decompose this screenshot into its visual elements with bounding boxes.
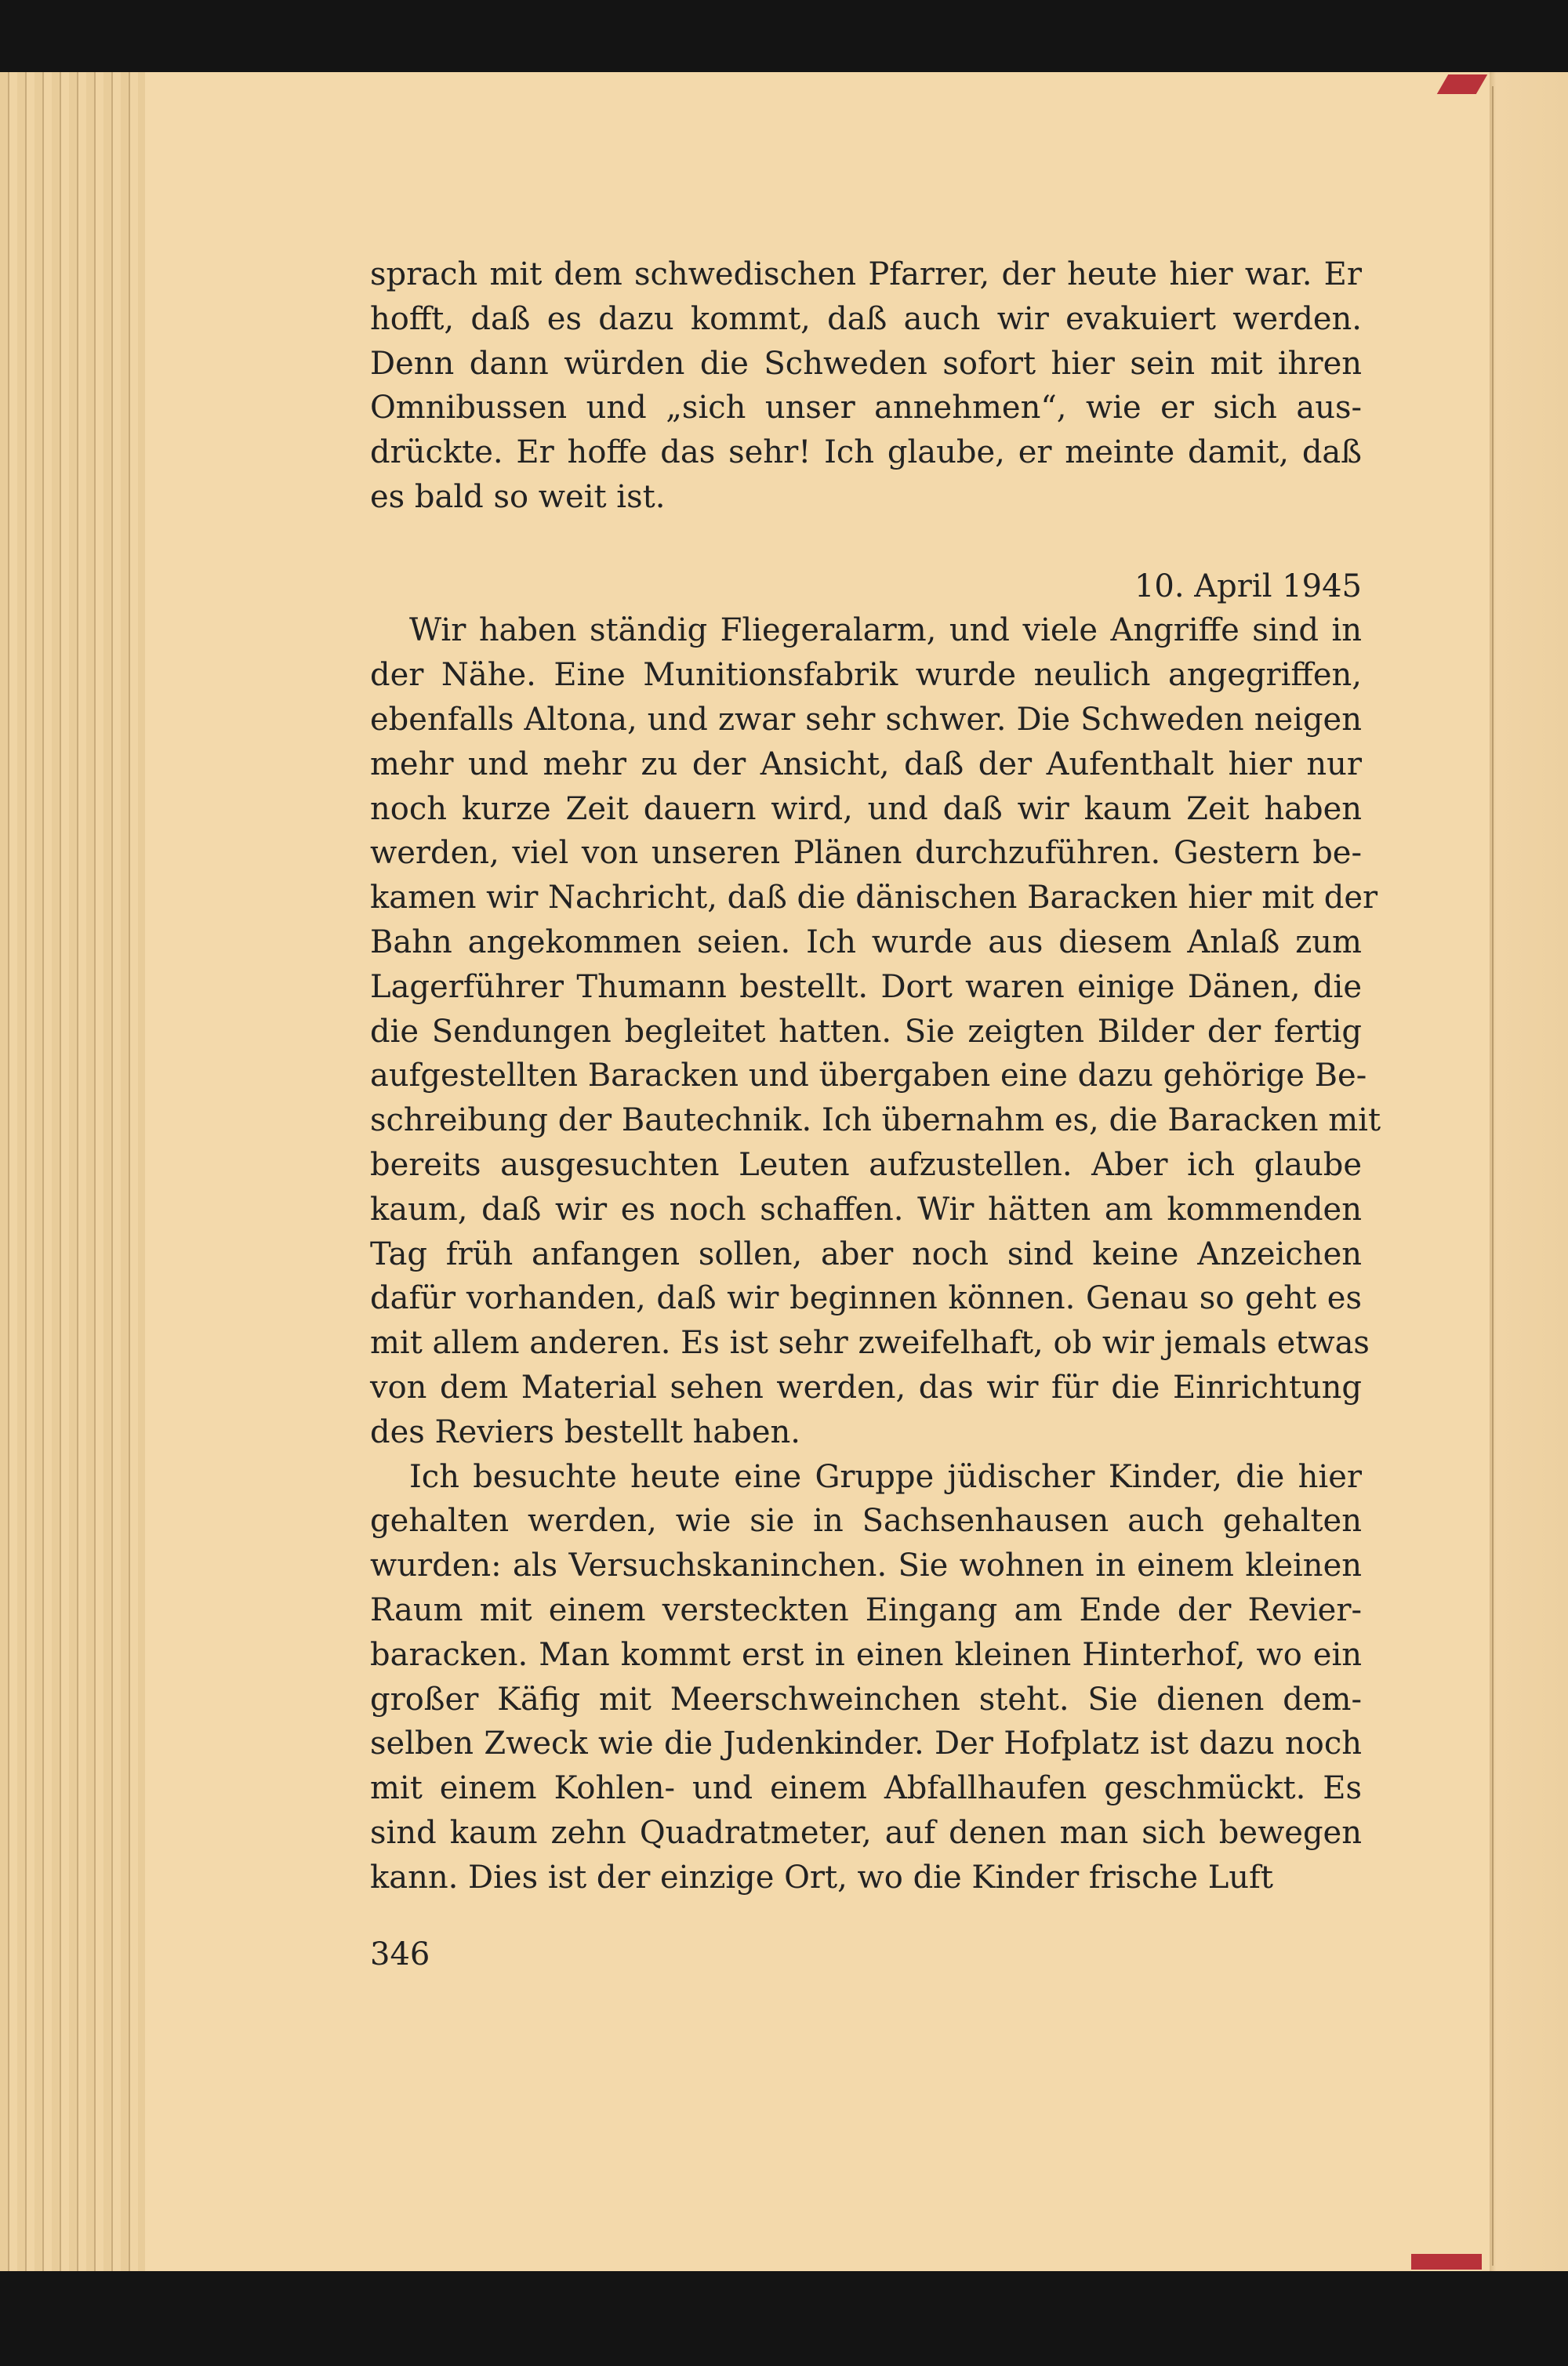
text-line: bereits ausgesuchten Leuten aufzustellen. Aber ich glaube bbox=[370, 1146, 1362, 1183]
text-line: mehr und mehr zu der Ansicht, daß der Aufenthalt hier nur bbox=[370, 746, 1362, 782]
text-line: die Sendungen begleitet hatten. Sie zeigten Bilder der fertig bbox=[370, 1013, 1362, 1050]
text-line: drückte. Er hoffe das sehr! Ich glaube, er meinte damit, daß bbox=[370, 434, 1362, 471]
text-line: des Reviers bestellt haben. bbox=[370, 1413, 801, 1450]
text-line bbox=[370, 520, 1362, 564]
text-line: Omnibussen und „sich unser annehmen“, wie er sich aus- bbox=[370, 390, 1362, 426]
text-line: wurden: als Versuchskaninchen. Sie wohnen in einem kleinen bbox=[370, 1548, 1362, 1584]
text-line: baracken. Man kommt erst in einen kleinen Hinterhof, wo ein bbox=[370, 1636, 1362, 1673]
book-gutter bbox=[1490, 72, 1568, 2271]
text-line: dafür vorhanden, daß wir beginnen können. Genau so geht es bbox=[370, 1280, 1362, 1317]
text-line: Raum mit einem versteckten Eingang am Ende der Revier- bbox=[370, 1591, 1362, 1628]
text-line: Lagerführer Thumann bestellt. Dort waren einige Dänen, die bbox=[370, 968, 1362, 1005]
text-line: Bahn angekommen seien. Ich wurde aus diesem Anlaß zum bbox=[370, 924, 1362, 960]
page-edges bbox=[0, 72, 145, 2271]
text-line: ebenfalls Altona, und zwar sehr schwer. Die Schweden neigen bbox=[370, 701, 1362, 738]
text-line: Denn dann würden die Schweden sofort hier sein mit ihren bbox=[370, 345, 1362, 382]
text-line: von dem Material sehen werden, das wir für die Einrichtung bbox=[370, 1369, 1362, 1406]
text-line: werden, viel von unseren Plänen durchzuführen. Gestern be- bbox=[370, 835, 1362, 872]
page-number: 346 bbox=[370, 1936, 430, 1972]
gutter-line bbox=[1492, 86, 1494, 2266]
text-line: sprach mit dem schwedischen Pfarrer, der heute hier war. Er bbox=[370, 256, 1362, 292]
bookmark-ribbon-bottom bbox=[1411, 2254, 1482, 2270]
text-line: mit einem Kohlen- und einem Abfallhaufen geschmückt. Es bbox=[370, 1770, 1362, 1807]
text-line: kann. Dies ist der einzige Ort, wo die Kinder frische Luft bbox=[370, 1859, 1273, 1896]
text-line: selben Zweck wie die Judenkinder. Der Hofplatz ist dazu noch bbox=[370, 1726, 1362, 1762]
text-line: sind kaum zehn Quadratmeter, auf denen man sich bewegen bbox=[370, 1814, 1362, 1851]
text-line: aufgestellten Baracken und übergaben eine dazu gehörige Be- bbox=[370, 1058, 1367, 1094]
text-line: noch kurze Zeit dauern wird, und daß wir kaum Zeit haben bbox=[370, 790, 1362, 827]
text-line: Wir haben ständig Fliegeralarm, und viele Angriffe sind in bbox=[409, 612, 1362, 649]
body-text bbox=[370, 252, 1381, 1900]
text-line: Tag früh anfangen sollen, aber noch sind keine Anzeichen bbox=[370, 1236, 1362, 1272]
text-line: der Nähe. Eine Munitionsfabrik wurde neulich angegriffen, bbox=[370, 657, 1362, 694]
text-line: hofft, daß es dazu kommt, daß auch wir evakuiert werden. bbox=[370, 300, 1362, 337]
text-line: es bald so weit ist. bbox=[370, 478, 666, 515]
text-line: Ich besuchte heute eine Gruppe jüdischer Kinder, die hier bbox=[409, 1458, 1362, 1495]
text-line: schreibung der Bautechnik. Ich übernahm es, die Baracken mit bbox=[370, 1102, 1381, 1139]
text-line: kamen wir Nachricht, daß die dänischen Baracken hier mit der bbox=[370, 880, 1378, 916]
text-line: kaum, daß wir es noch schaffen. Wir hätten am kommenden bbox=[370, 1191, 1362, 1228]
text-line: mit allem anderen. Es ist sehr zweifelhaft, ob wir jemals etwas bbox=[370, 1325, 1370, 1362]
date-heading: 10. April 1945 bbox=[1134, 568, 1362, 604]
text-line: großer Käfig mit Meerschweinchen steht. Sie dienen dem- bbox=[370, 1681, 1362, 1718]
text-line: gehalten werden, wie sie in Sachsenhausen auch gehalten bbox=[370, 1503, 1362, 1540]
